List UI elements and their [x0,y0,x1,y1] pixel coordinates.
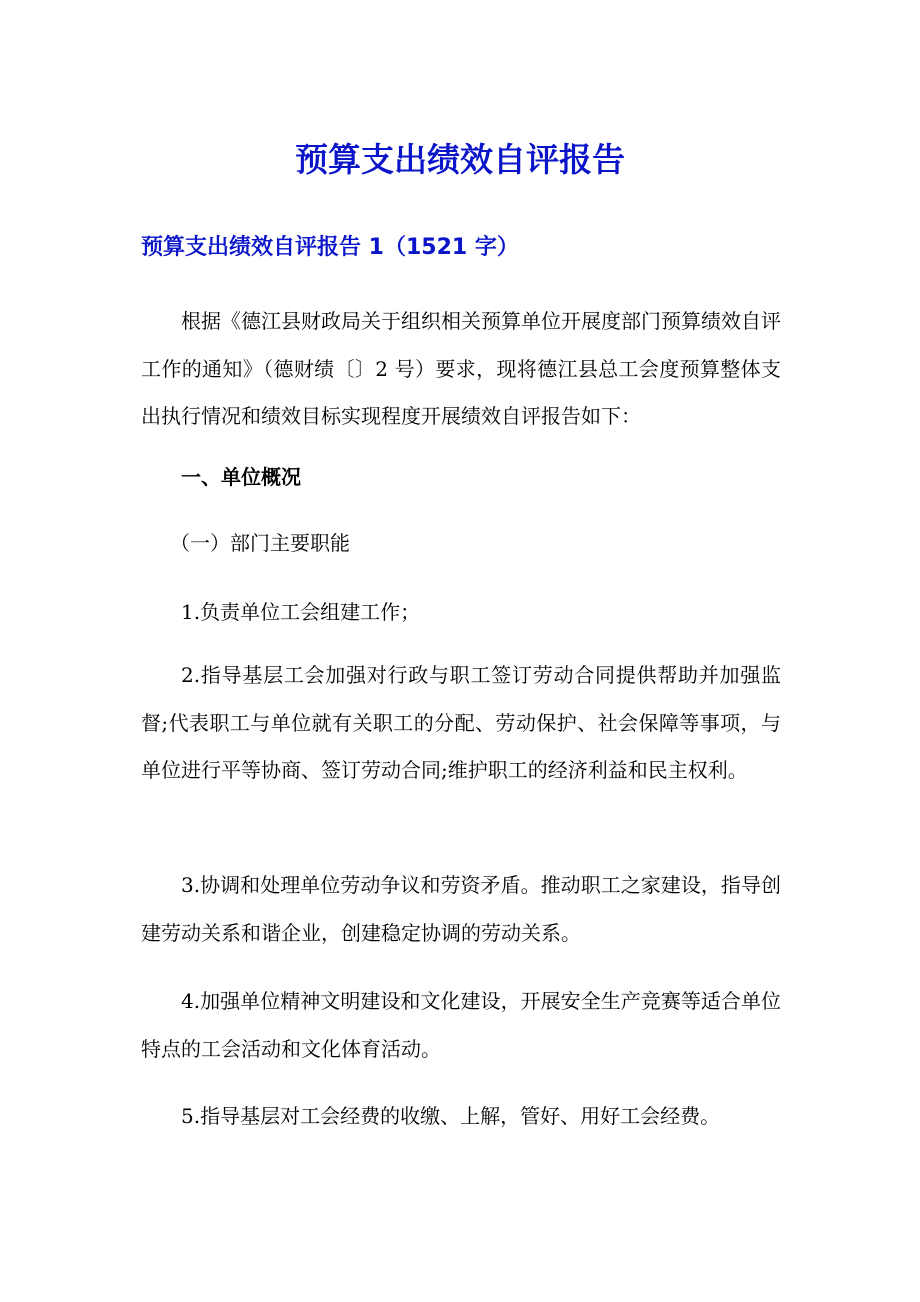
heading-unit-overview: 一、单位概况 [181,465,301,489]
section-heading: 预算支出绩效自评报告 1（1521 字） [141,235,519,260]
document-title: 预算支出绩效自评报告 [295,140,625,179]
function-item-3: 3.协调和处理单位劳动争议和劳资矛盾。推动职工之家建设，指导创建劳动关系和谐企业，创建稳定协调的劳动关系。 [141,873,781,945]
function-item-5: 5.指导基层对工会经费的收缴、上解，管好、用好工会经费。 [181,1104,721,1128]
function-item-1: 1.负责单位工会组建工作； [181,600,421,624]
subheading-main-functions: （一）部门主要职能 [170,531,350,555]
function-item-2: 2.指导基层工会加强对行政与职工签订劳动合同提供帮助并加强监督;代表职工与单位就有关职工的分配、劳动保护、社会保障等事项，与单位进行平等协商、签订劳动合同;维护职工的经济利益和民主权利。 [141,663,781,782]
intro-paragraph: 根据《德江县财政局关于组织相关预算单位开展度部门预算绩效自评工作的通知》（德财绩〔〕2 号）要求，现将德江县总工会度预算整体支出执行情况和绩效目标实现程度开展绩效自评报告如下： [141,309,781,428]
function-item-4: 4.加强单位精神文明建设和文化建设，开展安全生产竞赛等适合单位特点的工会活动和文化体育活动。 [141,989,781,1061]
